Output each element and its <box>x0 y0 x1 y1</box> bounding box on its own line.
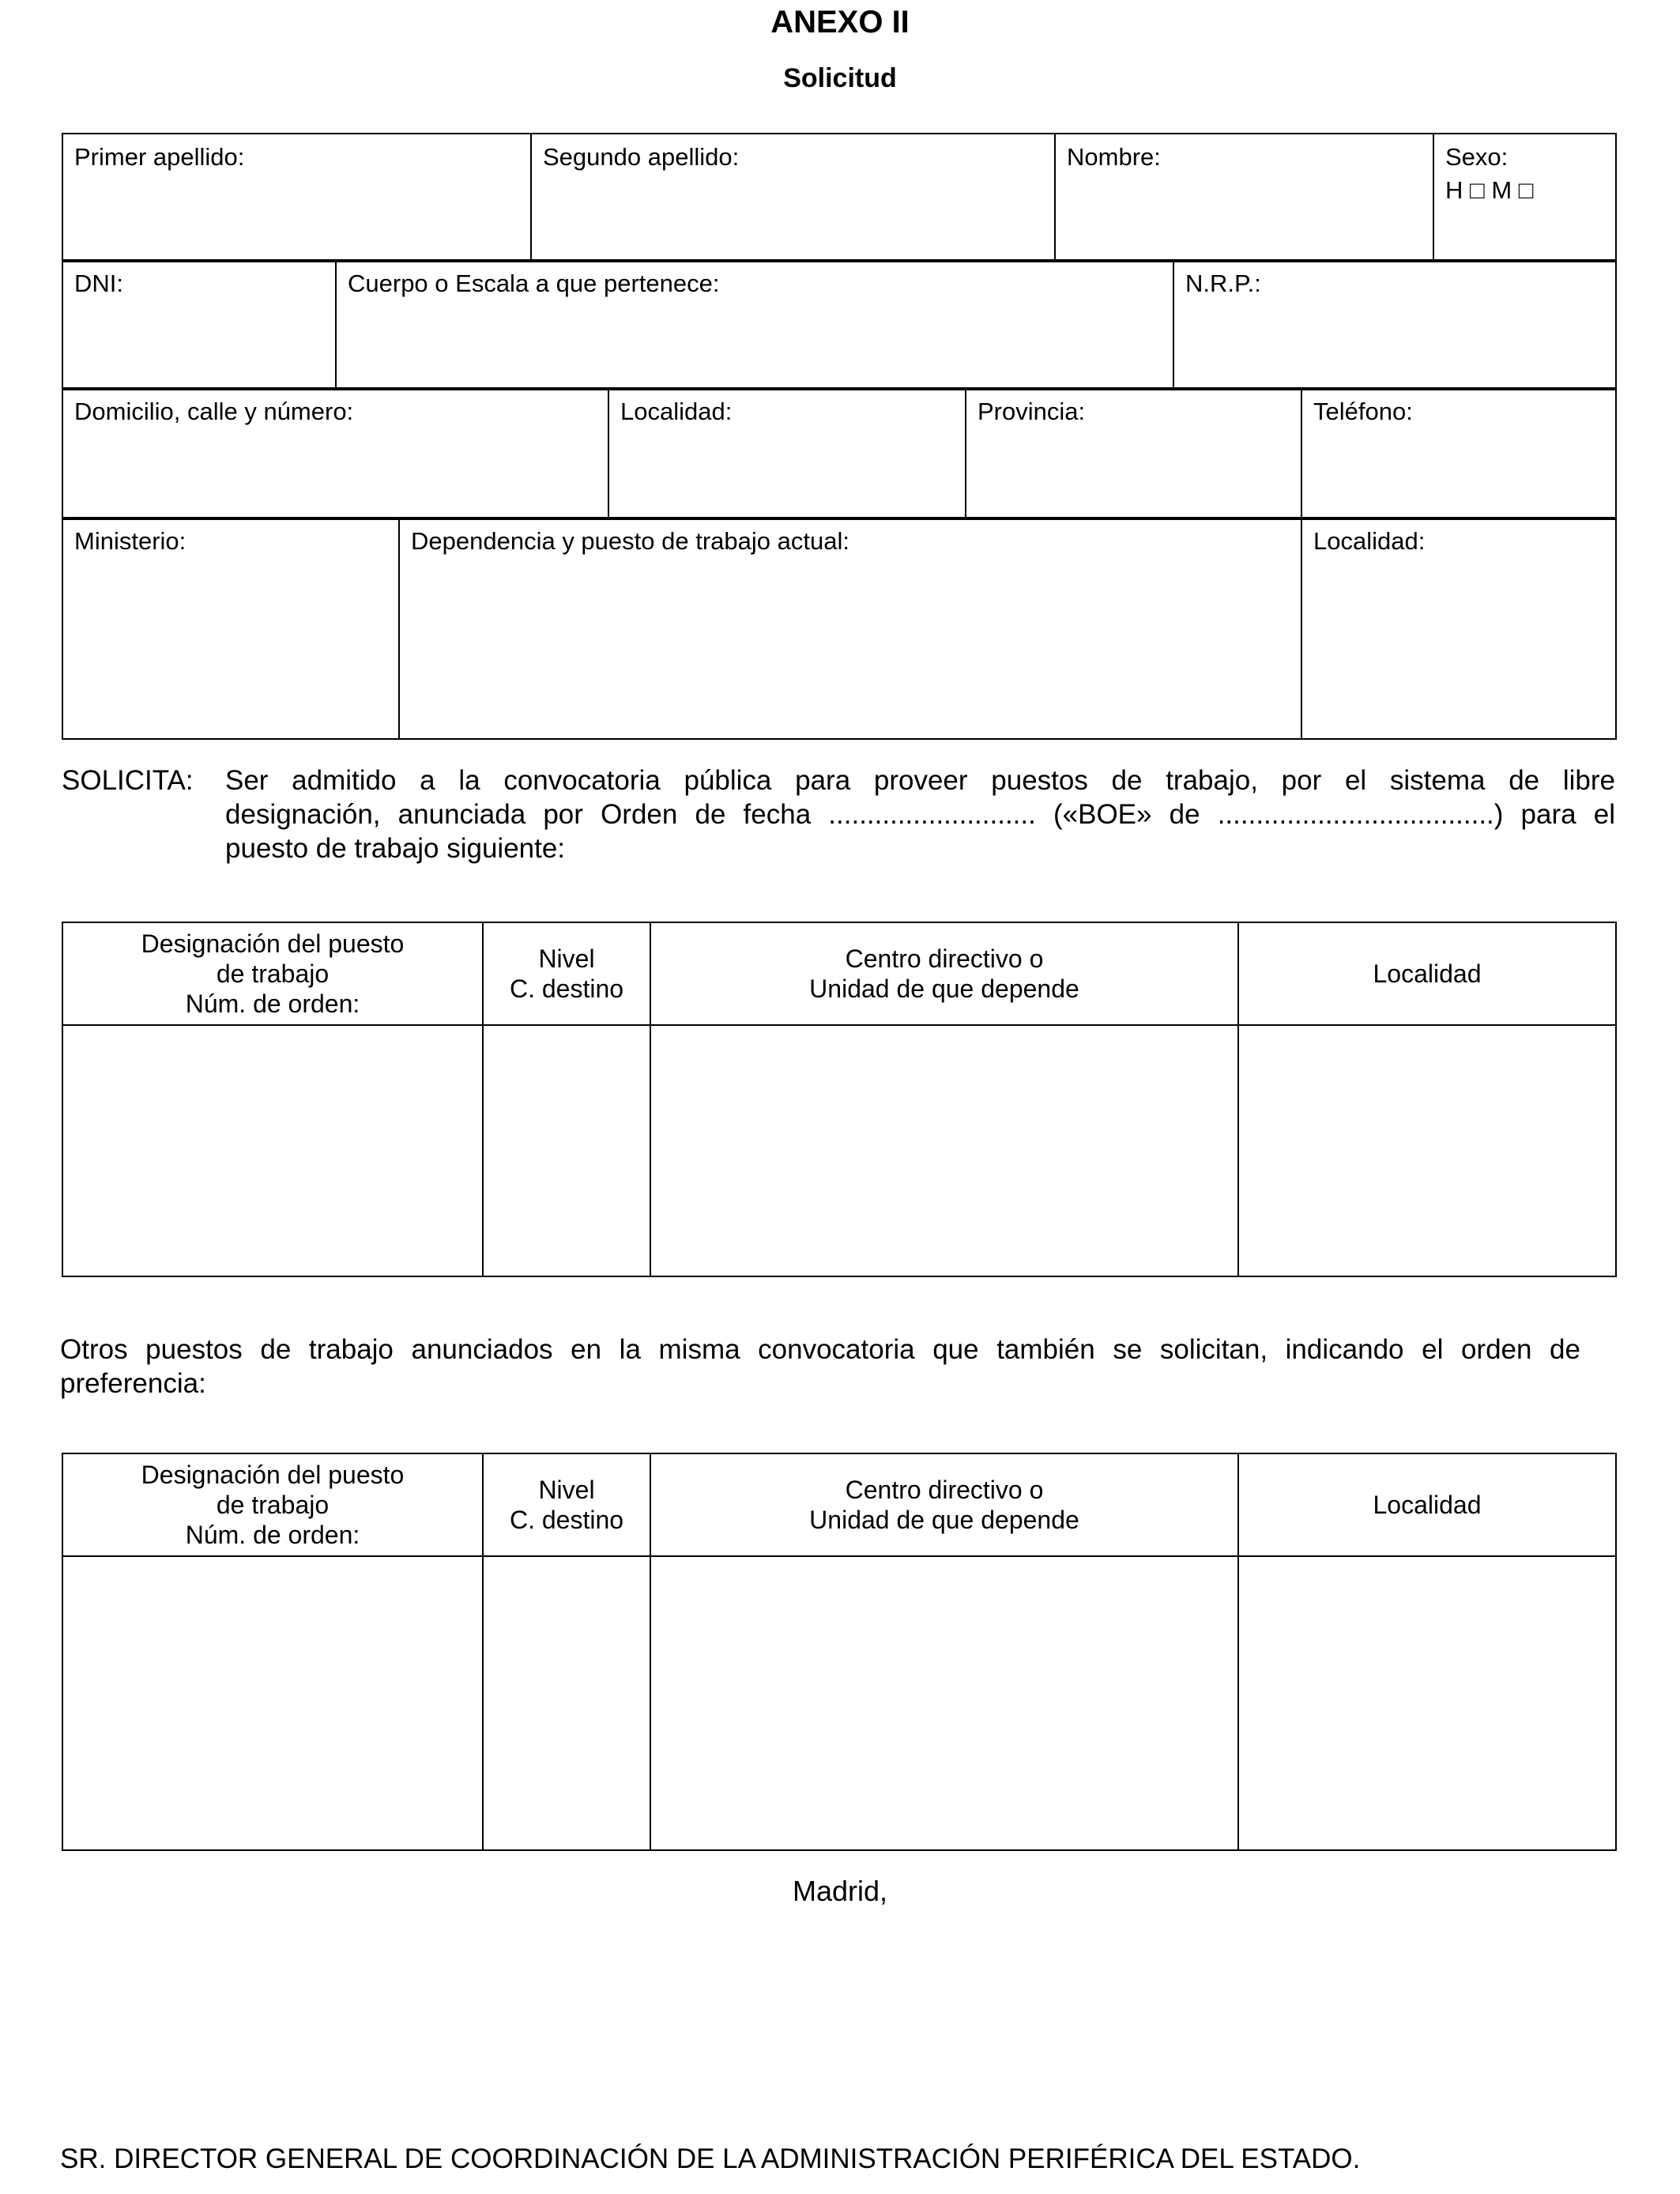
otros-paragraph <box>60 1333 1580 1400</box>
solicita-label: SOLICITA: <box>62 765 194 796</box>
header-nivel-line: Nivel <box>538 944 595 973</box>
cell-localidad[interactable] <box>1238 1556 1616 1850</box>
header-designacion <box>62 922 483 1025</box>
header-nivel-line: Nivel <box>538 1476 595 1504</box>
header-centro-line: Centro directivo o <box>845 1476 1044 1504</box>
header-designacion-line: Núm. de orden: <box>185 990 360 1018</box>
header-designacion <box>62 1453 483 1556</box>
label-dependencia: Dependencia y puesto de trabajo actual: <box>411 527 849 555</box>
label-localidad: Localidad: <box>620 398 733 425</box>
field-cuerpo[interactable] <box>336 260 1173 390</box>
addressee: SR. DIRECTOR GENERAL DE COORDINACIÓN DE LA ADMINISTRACIÓN PERIFÉRICA DEL ESTADO. <box>60 2143 1361 2174</box>
field-ministerio[interactable] <box>62 518 399 739</box>
header-designacion-line: Designación del puesto <box>141 929 405 958</box>
sexo-checkboxes[interactable]: H □ M □ <box>1445 176 1534 205</box>
header-nivel-line: C. destino <box>509 974 624 1003</box>
field-nombre[interactable] <box>1055 134 1433 262</box>
header-centro-line: Centro directivo o <box>845 944 1044 973</box>
header-localidad: Localidad <box>1238 922 1616 1025</box>
cell-localidad[interactable] <box>1238 1025 1616 1276</box>
field-localidad-trabajo[interactable] <box>1301 518 1616 739</box>
label-segundo-apellido: Segundo apellido: <box>543 143 740 171</box>
otros-line-1: Otros puestos de trabajo anunciados en la misma convocatoria que también se solicitan, indicando el orden de <box>60 1334 1580 1365</box>
personal-row-3 <box>62 387 1617 520</box>
header-nivel <box>483 1453 650 1556</box>
header-nivel-line: C. destino <box>509 1506 624 1534</box>
place-date: Madrid, <box>792 1875 888 1907</box>
personal-row-1 <box>62 133 1617 262</box>
label-dni: DNI: <box>74 270 123 297</box>
field-segundo-apellido[interactable] <box>531 134 1055 262</box>
solicita-line-2: designación, anunciada por Orden de fecha ........................... («BOE» de ....................................) para el <box>225 799 1615 830</box>
personal-row-2 <box>62 259 1617 390</box>
header-centro-line: Unidad de que depende <box>809 1506 1079 1534</box>
document-subtitle: Solicitud <box>783 63 897 93</box>
cell-designacion[interactable] <box>62 1025 483 1276</box>
solicita-line-3: puesto de trabajo siguiente: <box>225 833 566 864</box>
cell-centro[interactable] <box>650 1556 1238 1850</box>
solicita-line-1: Ser admitido a la convocatoria pública para proveer puestos de trabajo, por el sistema de libre <box>225 765 1615 796</box>
field-primer-apellido[interactable] <box>62 134 531 262</box>
label-nrp: N.R.P.: <box>1185 270 1261 297</box>
header-designacion-line: de trabajo <box>216 1491 330 1519</box>
label-telefono: Teléfono: <box>1313 398 1413 425</box>
label-cuerpo: Cuerpo o Escala a que pertenece: <box>348 270 720 297</box>
label-sexo: Sexo: <box>1445 143 1509 171</box>
header-designacion-line: Designación del puesto <box>141 1461 405 1489</box>
label-provincia: Provincia: <box>977 398 1086 425</box>
header-designacion-line: de trabajo <box>216 959 330 988</box>
header-localidad: Localidad <box>1238 1453 1616 1556</box>
field-provincia[interactable] <box>966 388 1301 519</box>
header-centro-line: Unidad de que depende <box>809 974 1079 1003</box>
solicita-paragraph <box>62 763 1615 865</box>
cell-centro[interactable] <box>650 1025 1238 1276</box>
label-primer-apellido: Primer apellido: <box>74 143 245 171</box>
puesto-solicitado-table <box>62 922 1617 1277</box>
document-title: ANEXO II <box>770 5 910 40</box>
field-sexo[interactable] <box>1433 134 1616 262</box>
header-centro <box>650 922 1238 1025</box>
cell-nivel[interactable] <box>483 1025 650 1276</box>
label-localidad-trabajo: Localidad: <box>1313 527 1426 555</box>
label-domicilio: Domicilio, calle y número: <box>74 398 354 425</box>
header-centro <box>650 1453 1238 1556</box>
personal-row-4 <box>62 517 1617 740</box>
field-dependencia[interactable] <box>399 518 1301 739</box>
field-nrp[interactable] <box>1173 260 1616 390</box>
otros-puestos-table <box>62 1453 1617 1851</box>
field-telefono[interactable] <box>1301 388 1616 519</box>
header-nivel <box>483 922 650 1025</box>
field-dni[interactable] <box>62 260 336 390</box>
cell-designacion[interactable] <box>62 1556 483 1850</box>
field-domicilio[interactable] <box>62 388 608 519</box>
otros-line-2: preferencia: <box>60 1368 206 1399</box>
label-ministerio: Ministerio: <box>74 527 186 555</box>
field-localidad[interactable] <box>608 388 966 519</box>
header-designacion-line: Núm. de orden: <box>185 1521 360 1549</box>
cell-nivel[interactable] <box>483 1556 650 1850</box>
label-nombre: Nombre: <box>1067 143 1161 171</box>
